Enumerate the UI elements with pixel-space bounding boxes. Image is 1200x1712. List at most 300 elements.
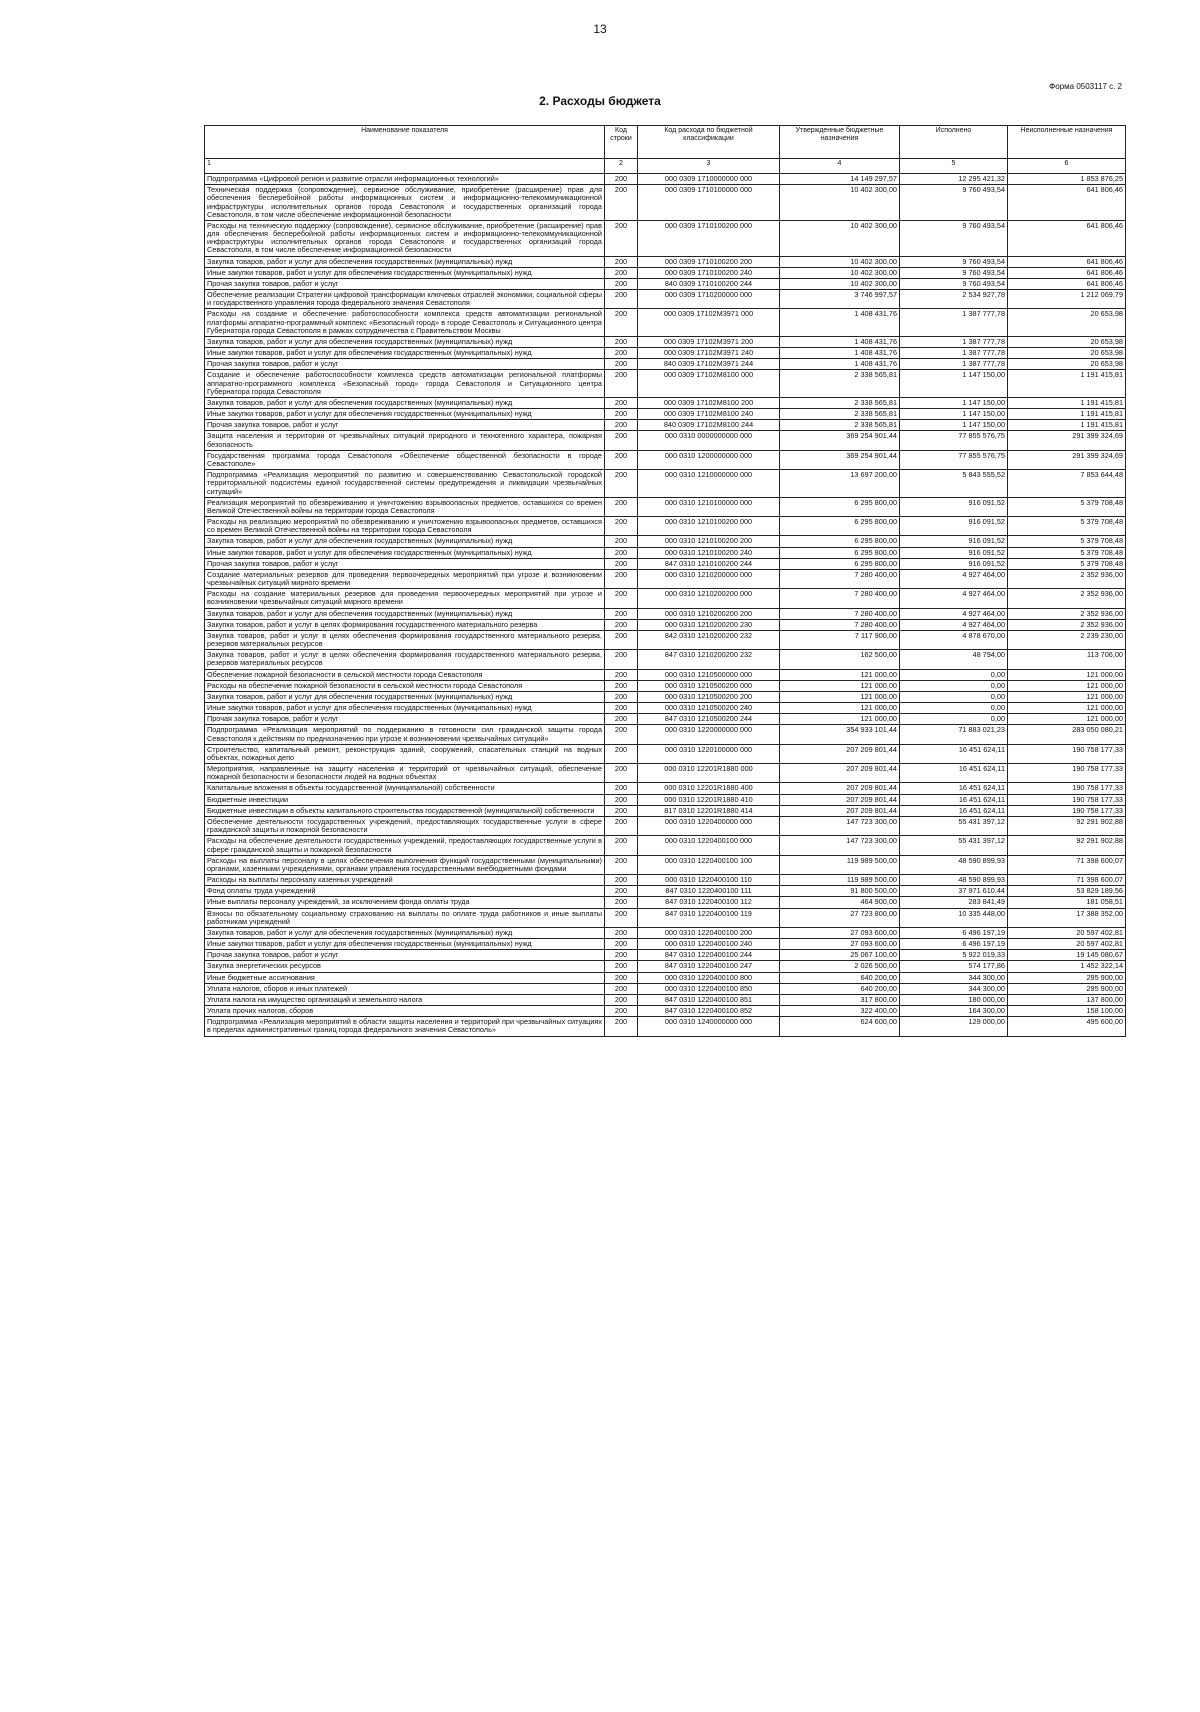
table-row bbox=[205, 558, 1126, 569]
indicator-name-cell: Закупка товаров, работ и услуг для обеспечения государственных (муниципальных) нужд bbox=[205, 536, 605, 547]
classification-code-cell: 847 0310 1210500200 244 bbox=[638, 714, 780, 725]
unexecuted-amount-cell: 1 191 415,81 bbox=[1008, 409, 1126, 420]
column-number: 3 bbox=[638, 159, 780, 174]
unexecuted-amount-cell: 5 379 708,48 bbox=[1008, 558, 1126, 569]
row-code-cell: 200 bbox=[605, 569, 638, 588]
classification-code-cell: 000 0310 1210100000 000 bbox=[638, 497, 780, 516]
executed-amount-cell: 180 000,00 bbox=[900, 994, 1008, 1005]
approved-amount-cell: 7 280 400,00 bbox=[780, 589, 900, 608]
row-code-cell: 200 bbox=[605, 278, 638, 289]
executed-amount-cell: 1 147 150,00 bbox=[900, 420, 1008, 431]
table-row bbox=[205, 220, 1126, 256]
unexecuted-amount-cell: 7 853 644,48 bbox=[1008, 470, 1126, 498]
indicator-name-cell: Иные закупки товаров, работ и услуг для обеспечения государственных (муниципальных) нужд bbox=[205, 267, 605, 278]
approved-amount-cell: 6 295 800,00 bbox=[780, 497, 900, 516]
indicator-name-cell: Закупка товаров, работ и услуг в целях формирования государственного материального резерва bbox=[205, 619, 605, 630]
indicator-name-cell: Государственная программа города Севастополя «Обеспечение общественной безопасности в городе Севастополе» bbox=[205, 450, 605, 469]
section-title: 2. Расходы бюджета bbox=[539, 94, 661, 108]
executed-amount-cell: 9 760 493,54 bbox=[900, 220, 1008, 256]
executed-amount-cell: 129 000,00 bbox=[900, 1017, 1008, 1036]
table-row bbox=[205, 691, 1126, 702]
unexecuted-amount-cell: 5 379 708,48 bbox=[1008, 517, 1126, 536]
executed-amount-cell: 55 431 397,12 bbox=[900, 836, 1008, 855]
table-row bbox=[205, 783, 1126, 794]
approved-amount-cell: 2 338 565,81 bbox=[780, 409, 900, 420]
executed-amount-cell: 9 760 493,54 bbox=[900, 256, 1008, 267]
table-row bbox=[205, 370, 1126, 398]
classification-code-cell: 842 0310 1210200200 232 bbox=[638, 630, 780, 649]
row-code-cell: 200 bbox=[605, 927, 638, 938]
approved-amount-cell: 27 093 600,00 bbox=[780, 939, 900, 950]
table-row bbox=[205, 409, 1126, 420]
table-body bbox=[205, 174, 1126, 1037]
approved-amount-cell: 369 254 901,44 bbox=[780, 431, 900, 450]
indicator-name-cell: Закупка товаров, работ и услуг для обеспечения государственных (муниципальных) нужд bbox=[205, 691, 605, 702]
executed-amount-cell: 4 878 670,00 bbox=[900, 630, 1008, 649]
indicator-name-cell: Закупка товаров, работ и услуг для обеспечения государственных (муниципальных) нужд bbox=[205, 256, 605, 267]
approved-amount-cell: 121 000,00 bbox=[780, 669, 900, 680]
indicator-name-cell: Техническая поддержка (сопровождение), сервисное обслуживание, приобретение (расширение) прав для обеспечения бесперебойной работы информационных систем и информационно-телекоммуникационной инфраструктуры исполнительных органов города Севастополя и государственных организаций города Севастополя, в том числе обеспечение информационной безопасности bbox=[205, 185, 605, 221]
executed-amount-cell: 1 387 777,78 bbox=[900, 348, 1008, 359]
executed-amount-cell: 5 922 019,33 bbox=[900, 950, 1008, 961]
table-row bbox=[205, 725, 1126, 744]
header-approved: Утвержденные бюджетные назначения bbox=[780, 126, 900, 159]
row-code-cell: 200 bbox=[605, 983, 638, 994]
indicator-name-cell: Расходы на создание и обеспечение работоспособности комплекса средств автоматизации региональной платформы аппаратно-программный комплекс «Безопасный город» в городе Севастополь и Ситуационного центра Губернатора города Севастополя в рамках сотрудничества с Правительством Москвы bbox=[205, 309, 605, 337]
approved-amount-cell: 1 408 431,76 bbox=[780, 348, 900, 359]
table-row bbox=[205, 908, 1126, 927]
executed-amount-cell: 344 300,00 bbox=[900, 983, 1008, 994]
indicator-name-cell: Обеспечение деятельности государственных учреждений, предоставляющих государственные услуги в сфере гражданской защиты и пожарной безопасности bbox=[205, 817, 605, 836]
classification-code-cell: 000 0309 1710000000 000 bbox=[638, 174, 780, 185]
approved-amount-cell: 13 697 200,00 bbox=[780, 470, 900, 498]
column-number: 2 bbox=[605, 159, 638, 174]
row-code-cell: 200 bbox=[605, 794, 638, 805]
executed-amount-cell: 344 300,00 bbox=[900, 972, 1008, 983]
executed-amount-cell: 12 295 421,32 bbox=[900, 174, 1008, 185]
row-code-cell: 200 bbox=[605, 619, 638, 630]
classification-code-cell: 000 0310 1210100200 240 bbox=[638, 547, 780, 558]
approved-amount-cell: 147 723 300,00 bbox=[780, 836, 900, 855]
approved-amount-cell: 10 402 300,00 bbox=[780, 220, 900, 256]
classification-code-cell: 847 0310 1220400100 247 bbox=[638, 961, 780, 972]
executed-amount-cell: 1 147 150,00 bbox=[900, 409, 1008, 420]
approved-amount-cell: 121 000,00 bbox=[780, 680, 900, 691]
approved-amount-cell: 2 026 500,00 bbox=[780, 961, 900, 972]
classification-code-cell: 840 0309 17102M8100 244 bbox=[638, 420, 780, 431]
indicator-name-cell: Расходы на обеспечение пожарной безопасности в сельской местности города Севастополя bbox=[205, 680, 605, 691]
indicator-name-cell: Прочая закупка товаров, работ и услуг bbox=[205, 714, 605, 725]
table-row bbox=[205, 817, 1126, 836]
row-code-cell: 200 bbox=[605, 185, 638, 221]
table-row bbox=[205, 569, 1126, 588]
row-code-cell: 200 bbox=[605, 517, 638, 536]
approved-amount-cell: 121 000,00 bbox=[780, 714, 900, 725]
unexecuted-amount-cell: 113 706,00 bbox=[1008, 650, 1126, 669]
unexecuted-amount-cell: 190 758 177,33 bbox=[1008, 805, 1126, 816]
classification-code-cell: 000 0309 1710100000 000 bbox=[638, 185, 780, 221]
table-row bbox=[205, 290, 1126, 309]
row-code-cell: 200 bbox=[605, 836, 638, 855]
indicator-name-cell: Защита населения и территории от чрезвычайных ситуаций природного и техногенного характера, пожарная безопасность bbox=[205, 431, 605, 450]
header-budget-classification: Код расхода по бюджетной классификации bbox=[638, 126, 780, 159]
indicator-name-cell: Подпрограмма «Реализация мероприятий в области защиты населения и территорий при чрезвычайных ситуациях в пределах административных границ города федерального значения Севастополь» bbox=[205, 1017, 605, 1036]
unexecuted-amount-cell: 190 758 177,33 bbox=[1008, 764, 1126, 783]
classification-code-cell: 000 0310 1210100200 000 bbox=[638, 517, 780, 536]
row-code-cell: 200 bbox=[605, 256, 638, 267]
indicator-name-cell: Мероприятия, направленные на защиту населения и территорий от чрезвычайных ситуаций, обеспечение пожарной безопасности и безопасности людей на водных объектах bbox=[205, 764, 605, 783]
executed-amount-cell: 9 760 493,54 bbox=[900, 185, 1008, 221]
indicator-name-cell: Иные закупки товаров, работ и услуг для обеспечения государственных (муниципальных) нужд bbox=[205, 547, 605, 558]
table-row bbox=[205, 1017, 1126, 1036]
executed-amount-cell: 0,00 bbox=[900, 680, 1008, 691]
classification-code-cell: 000 0310 12201R1880 410 bbox=[638, 794, 780, 805]
row-code-cell: 200 bbox=[605, 589, 638, 608]
row-code-cell: 200 bbox=[605, 1017, 638, 1036]
page-number: 13 bbox=[593, 22, 607, 36]
classification-code-cell: 847 0310 1220400100 112 bbox=[638, 897, 780, 908]
classification-code-cell: 000 0310 1210500200 200 bbox=[638, 691, 780, 702]
table-row bbox=[205, 547, 1126, 558]
approved-amount-cell: 369 254 901,44 bbox=[780, 450, 900, 469]
classification-code-cell: 000 0310 1220400100 100 bbox=[638, 855, 780, 874]
unexecuted-amount-cell: 20 597 402,81 bbox=[1008, 927, 1126, 938]
approved-amount-cell: 7 280 400,00 bbox=[780, 619, 900, 630]
classification-code-cell: 000 0310 1210100200 200 bbox=[638, 536, 780, 547]
indicator-name-cell: Прочая закупка товаров, работ и услуг bbox=[205, 278, 605, 289]
column-number: 6 bbox=[1008, 159, 1126, 174]
approved-amount-cell: 207 209 801,44 bbox=[780, 794, 900, 805]
row-code-cell: 200 bbox=[605, 950, 638, 961]
row-code-cell: 200 bbox=[605, 886, 638, 897]
row-code-cell: 200 bbox=[605, 547, 638, 558]
classification-code-cell: 000 0310 1220400100 800 bbox=[638, 972, 780, 983]
unexecuted-amount-cell: 5 379 708,48 bbox=[1008, 547, 1126, 558]
table-row bbox=[205, 608, 1126, 619]
executed-amount-cell: 4 927 464,00 bbox=[900, 619, 1008, 630]
form-code: Форма 0503117 с. 2 bbox=[1049, 82, 1122, 91]
classification-code-cell: 000 0309 17102M8100 000 bbox=[638, 370, 780, 398]
table-header-row bbox=[205, 126, 1126, 159]
executed-amount-cell: 1 147 150,00 bbox=[900, 370, 1008, 398]
table-row bbox=[205, 950, 1126, 961]
executed-amount-cell: 1 387 777,78 bbox=[900, 336, 1008, 347]
unexecuted-amount-cell: 92 291 902,88 bbox=[1008, 817, 1126, 836]
row-code-cell: 200 bbox=[605, 450, 638, 469]
row-code-cell: 200 bbox=[605, 348, 638, 359]
executed-amount-cell: 0,00 bbox=[900, 714, 1008, 725]
executed-amount-cell: 6 496 197,19 bbox=[900, 939, 1008, 950]
table-row bbox=[205, 744, 1126, 763]
approved-amount-cell: 2 338 565,81 bbox=[780, 420, 900, 431]
approved-amount-cell: 119 989 500,00 bbox=[780, 855, 900, 874]
unexecuted-amount-cell: 641 806,46 bbox=[1008, 278, 1126, 289]
approved-amount-cell: 1 408 431,76 bbox=[780, 309, 900, 337]
row-code-cell: 200 bbox=[605, 783, 638, 794]
classification-code-cell: 000 0309 17102M3971 240 bbox=[638, 348, 780, 359]
executed-amount-cell: 916 091,52 bbox=[900, 558, 1008, 569]
classification-code-cell: 000 0310 0000000000 000 bbox=[638, 431, 780, 450]
indicator-name-cell: Прочая закупка товаров, работ и услуг bbox=[205, 950, 605, 961]
indicator-name-cell: Расходы на реализацию мероприятий по обезвреживанию и уничтожению взрывоопасных предметов, оставшихся со времен Великой Отечественной войны на территории города Севастополя bbox=[205, 517, 605, 536]
classification-code-cell: 840 0309 1710100200 244 bbox=[638, 278, 780, 289]
indicator-name-cell: Подпрограмма «Реализация мероприятий по поддержанию в готовности сил гражданской защиты города Севастополя к действиям по предназначению при угрозе и возникновении чрезвычайных ситуаций» bbox=[205, 725, 605, 744]
table-row bbox=[205, 336, 1126, 347]
unexecuted-amount-cell: 1 452 322,14 bbox=[1008, 961, 1126, 972]
row-code-cell: 200 bbox=[605, 939, 638, 950]
table-row bbox=[205, 983, 1126, 994]
unexecuted-amount-cell: 20 597 402,81 bbox=[1008, 939, 1126, 950]
unexecuted-amount-cell: 291 399 324,69 bbox=[1008, 431, 1126, 450]
classification-code-cell: 847 0310 1220400100 852 bbox=[638, 1006, 780, 1017]
executed-amount-cell: 55 431 397,12 bbox=[900, 817, 1008, 836]
unexecuted-amount-cell: 2 239 230,00 bbox=[1008, 630, 1126, 649]
classification-code-cell: 000 0309 1710200000 000 bbox=[638, 290, 780, 309]
indicator-name-cell: Закупка товаров, работ и услуг для обеспечения государственных (муниципальных) нужд bbox=[205, 608, 605, 619]
indicator-name-cell: Закупка товаров, работ и услуг для обеспечения государственных (муниципальных) нужд bbox=[205, 927, 605, 938]
classification-code-cell: 000 0310 1210500200 000 bbox=[638, 680, 780, 691]
approved-amount-cell: 7 280 400,00 bbox=[780, 608, 900, 619]
executed-amount-cell: 6 496 197,19 bbox=[900, 927, 1008, 938]
table-row bbox=[205, 794, 1126, 805]
approved-amount-cell: 91 800 500,00 bbox=[780, 886, 900, 897]
approved-amount-cell: 1 408 431,76 bbox=[780, 336, 900, 347]
row-code-cell: 200 bbox=[605, 290, 638, 309]
classification-code-cell: 000 0310 1220400100 110 bbox=[638, 875, 780, 886]
unexecuted-amount-cell: 495 600,00 bbox=[1008, 1017, 1126, 1036]
unexecuted-amount-cell: 190 758 177,33 bbox=[1008, 794, 1126, 805]
approved-amount-cell: 10 402 300,00 bbox=[780, 256, 900, 267]
table-row bbox=[205, 669, 1126, 680]
table-row bbox=[205, 855, 1126, 874]
column-number: 5 bbox=[900, 159, 1008, 174]
indicator-name-cell: Подпрограмма «Цифровой регион и развитие отрасли информационных технологий» bbox=[205, 174, 605, 185]
table-row bbox=[205, 886, 1126, 897]
approved-amount-cell: 7 117 900,00 bbox=[780, 630, 900, 649]
approved-amount-cell: 3 746 997,57 bbox=[780, 290, 900, 309]
indicator-name-cell: Создание материальных резервов для проведения первоочередных мероприятий при угрозе и возникновении чрезвычайных ситуаций мирного времени bbox=[205, 569, 605, 588]
row-code-cell: 200 bbox=[605, 431, 638, 450]
table-row bbox=[205, 703, 1126, 714]
row-code-cell: 200 bbox=[605, 897, 638, 908]
table-row bbox=[205, 431, 1126, 450]
unexecuted-amount-cell: 641 806,46 bbox=[1008, 185, 1126, 221]
approved-amount-cell: 121 000,00 bbox=[780, 691, 900, 702]
table-row bbox=[205, 256, 1126, 267]
approved-amount-cell: 25 067 100,00 bbox=[780, 950, 900, 961]
row-code-cell: 200 bbox=[605, 397, 638, 408]
table-row bbox=[205, 714, 1126, 725]
executed-amount-cell: 916 091,52 bbox=[900, 497, 1008, 516]
approved-amount-cell: 119 989 500,00 bbox=[780, 875, 900, 886]
classification-code-cell: 847 0310 1210200200 232 bbox=[638, 650, 780, 669]
approved-amount-cell: 10 402 300,00 bbox=[780, 278, 900, 289]
unexecuted-amount-cell: 641 806,46 bbox=[1008, 267, 1126, 278]
unexecuted-amount-cell: 291 399 324,69 bbox=[1008, 450, 1126, 469]
table-row bbox=[205, 497, 1126, 516]
indicator-name-cell: Прочая закупка товаров, работ и услуг bbox=[205, 359, 605, 370]
approved-amount-cell: 27 723 800,00 bbox=[780, 908, 900, 927]
indicator-name-cell: Иные закупки товаров, работ и услуг для обеспечения государственных (муниципальных) нужд bbox=[205, 348, 605, 359]
indicator-name-cell: Закупка товаров, работ и услуг для обеспечения государственных (муниципальных) нужд bbox=[205, 397, 605, 408]
classification-code-cell: 000 0310 1210500000 000 bbox=[638, 669, 780, 680]
row-code-cell: 200 bbox=[605, 875, 638, 886]
row-code-cell: 200 bbox=[605, 908, 638, 927]
classification-code-cell: 000 0310 1220400100 200 bbox=[638, 927, 780, 938]
row-code-cell: 200 bbox=[605, 961, 638, 972]
indicator-name-cell: Прочая закупка товаров, работ и услуг bbox=[205, 420, 605, 431]
executed-amount-cell: 0,00 bbox=[900, 703, 1008, 714]
executed-amount-cell: 0,00 bbox=[900, 669, 1008, 680]
unexecuted-amount-cell: 5 379 708,48 bbox=[1008, 497, 1126, 516]
indicator-name-cell: Взносы по обязательному социальному страхованию на выплаты по оплате труда работников и иные выплаты работникам учреждений bbox=[205, 908, 605, 927]
executed-amount-cell: 48 794,00 bbox=[900, 650, 1008, 669]
table-row bbox=[205, 278, 1126, 289]
unexecuted-amount-cell: 158 100,00 bbox=[1008, 1006, 1126, 1017]
unexecuted-amount-cell: 295 900,00 bbox=[1008, 972, 1126, 983]
classification-code-cell: 000 0310 1220400100 850 bbox=[638, 983, 780, 994]
unexecuted-amount-cell: 121 000,00 bbox=[1008, 680, 1126, 691]
executed-amount-cell: 916 091,52 bbox=[900, 536, 1008, 547]
approved-amount-cell: 6 295 800,00 bbox=[780, 547, 900, 558]
classification-code-cell: 000 0310 1210200200 000 bbox=[638, 589, 780, 608]
row-code-cell: 200 bbox=[605, 420, 638, 431]
unexecuted-amount-cell: 641 806,46 bbox=[1008, 256, 1126, 267]
unexecuted-amount-cell: 2 352 936,00 bbox=[1008, 569, 1126, 588]
indicator-name-cell: Уплата налогов, сборов и иных платежей bbox=[205, 983, 605, 994]
indicator-name-cell: Уплата прочих налогов, сборов bbox=[205, 1006, 605, 1017]
executed-amount-cell: 16 451 624,11 bbox=[900, 744, 1008, 763]
executed-amount-cell: 4 927 464,00 bbox=[900, 569, 1008, 588]
row-code-cell: 200 bbox=[605, 725, 638, 744]
indicator-name-cell: Уплата налога на имущество организаций и земельного налога bbox=[205, 994, 605, 1005]
indicator-name-cell: Иные закупки товаров, работ и услуг для обеспечения государственных (муниципальных) нужд bbox=[205, 703, 605, 714]
header-row-code: Код строки bbox=[605, 126, 638, 159]
budget-expenses-table bbox=[204, 125, 1126, 1037]
unexecuted-amount-cell: 1 191 415,81 bbox=[1008, 420, 1126, 431]
executed-amount-cell: 9 760 493,54 bbox=[900, 267, 1008, 278]
unexecuted-amount-cell: 1 212 069,79 bbox=[1008, 290, 1126, 309]
table-row bbox=[205, 1006, 1126, 1017]
executed-amount-cell: 16 451 624,11 bbox=[900, 805, 1008, 816]
executed-amount-cell: 574 177,86 bbox=[900, 961, 1008, 972]
executed-amount-cell: 916 091,52 bbox=[900, 547, 1008, 558]
row-code-cell: 200 bbox=[605, 994, 638, 1005]
header-indicator-name: Наименование показателя bbox=[205, 126, 605, 159]
indicator-name-cell: Бюджетные инвестиции в объекты капитального строительства государственной (муниципальной) собственности bbox=[205, 805, 605, 816]
table-row bbox=[205, 309, 1126, 337]
classification-code-cell: 000 0310 12201R1880 000 bbox=[638, 764, 780, 783]
unexecuted-amount-cell: 295 900,00 bbox=[1008, 983, 1126, 994]
approved-amount-cell: 27 093 600,00 bbox=[780, 927, 900, 938]
row-code-cell: 200 bbox=[605, 336, 638, 347]
classification-code-cell: 000 0309 17102M8100 200 bbox=[638, 397, 780, 408]
indicator-name-cell: Закупка товаров, работ и услуг в целях обеспечения формирования государственного материального резерва, резервов материальных ресурсов bbox=[205, 650, 605, 669]
executed-amount-cell: 1 387 777,78 bbox=[900, 359, 1008, 370]
row-code-cell: 200 bbox=[605, 744, 638, 763]
executed-amount-cell: 77 855 576,75 bbox=[900, 450, 1008, 469]
row-code-cell: 200 bbox=[605, 703, 638, 714]
approved-amount-cell: 6 295 800,00 bbox=[780, 517, 900, 536]
approved-amount-cell: 14 149 297,57 bbox=[780, 174, 900, 185]
classification-code-cell: 000 0310 1210200200 230 bbox=[638, 619, 780, 630]
table-row bbox=[205, 420, 1126, 431]
classification-code-cell: 000 0310 1210500200 240 bbox=[638, 703, 780, 714]
classification-code-cell: 000 0309 17102M8100 240 bbox=[638, 409, 780, 420]
classification-code-cell: 847 0310 1220400100 244 bbox=[638, 950, 780, 961]
indicator-name-cell: Бюджетные инвестиции bbox=[205, 794, 605, 805]
row-code-cell: 200 bbox=[605, 650, 638, 669]
approved-amount-cell: 2 338 565,81 bbox=[780, 370, 900, 398]
executed-amount-cell: 4 927 464,00 bbox=[900, 589, 1008, 608]
table-row bbox=[205, 805, 1126, 816]
indicator-name-cell: Расходы на выплаты персоналу казенных учреждений bbox=[205, 875, 605, 886]
unexecuted-amount-cell: 17 388 352,00 bbox=[1008, 908, 1126, 927]
indicator-name-cell: Расходы на обеспечение деятельности государственных учреждений, предоставляющих государственные услуги в сфере гражданской защиты и пожарной безопасности bbox=[205, 836, 605, 855]
executed-amount-cell: 1 387 777,78 bbox=[900, 309, 1008, 337]
table-row bbox=[205, 589, 1126, 608]
table-row bbox=[205, 972, 1126, 983]
row-code-cell: 200 bbox=[605, 805, 638, 816]
indicator-name-cell: Иные бюджетные ассигнования bbox=[205, 972, 605, 983]
table-row bbox=[205, 680, 1126, 691]
column-number: 1 bbox=[205, 159, 605, 174]
unexecuted-amount-cell: 19 145 080,67 bbox=[1008, 950, 1126, 961]
table-row bbox=[205, 185, 1126, 221]
table-row bbox=[205, 267, 1126, 278]
unexecuted-amount-cell: 71 398 600,07 bbox=[1008, 875, 1126, 886]
approved-amount-cell: 207 209 801,44 bbox=[780, 764, 900, 783]
table-row bbox=[205, 927, 1126, 938]
indicator-name-cell: Иные выплаты персоналу учреждений, за исключением фонда оплаты труда bbox=[205, 897, 605, 908]
executed-amount-cell: 164 300,00 bbox=[900, 1006, 1008, 1017]
indicator-name-cell: Создание и обеспечение работоспособности комплекса средств автоматизации региональной платформы аппаратно-программного комплекса «Безопасный город» города Севастополя и Ситуационного центра Губернатора города Севастополя bbox=[205, 370, 605, 398]
executed-amount-cell: 16 451 624,11 bbox=[900, 783, 1008, 794]
row-code-cell: 200 bbox=[605, 972, 638, 983]
row-code-cell: 200 bbox=[605, 764, 638, 783]
indicator-name-cell: Закупка товаров, работ и услуг в целях обеспечения формирования государственного материального резерва, резервов материальных ресурсов bbox=[205, 630, 605, 649]
approved-amount-cell: 2 338 565,81 bbox=[780, 397, 900, 408]
classification-code-cell: 000 0310 1220100000 000 bbox=[638, 744, 780, 763]
classification-code-cell: 000 0310 1210000000 000 bbox=[638, 470, 780, 498]
table-row bbox=[205, 517, 1126, 536]
approved-amount-cell: 207 209 801,44 bbox=[780, 783, 900, 794]
row-code-cell: 200 bbox=[605, 220, 638, 256]
executed-amount-cell: 283 841,49 bbox=[900, 897, 1008, 908]
executed-amount-cell: 10 335 448,00 bbox=[900, 908, 1008, 927]
row-code-cell: 200 bbox=[605, 370, 638, 398]
row-code-cell: 200 bbox=[605, 174, 638, 185]
executed-amount-cell: 48 590 899,93 bbox=[900, 875, 1008, 886]
classification-code-cell: 000 0310 1220400100 000 bbox=[638, 836, 780, 855]
classification-code-cell: 000 0310 1200000000 000 bbox=[638, 450, 780, 469]
classification-code-cell: 000 0309 1710100200 200 bbox=[638, 256, 780, 267]
header-unexecuted: Неисполненные назначения bbox=[1008, 126, 1126, 159]
row-code-cell: 200 bbox=[605, 536, 638, 547]
approved-amount-cell: 354 933 101,44 bbox=[780, 725, 900, 744]
indicator-name-cell: Обеспечение реализации Стратегии цифровой трансформации ключевых отраслей экономики, социальной сферы и государственного управления города федерального значения Севастополя bbox=[205, 290, 605, 309]
executed-amount-cell: 16 451 624,11 bbox=[900, 764, 1008, 783]
executed-amount-cell: 4 927 464,00 bbox=[900, 608, 1008, 619]
unexecuted-amount-cell: 2 352 936,00 bbox=[1008, 589, 1126, 608]
classification-code-cell: 000 0310 1220400000 000 bbox=[638, 817, 780, 836]
unexecuted-amount-cell: 92 291 902,88 bbox=[1008, 836, 1126, 855]
approved-amount-cell: 162 500,00 bbox=[780, 650, 900, 669]
approved-amount-cell: 10 402 300,00 bbox=[780, 267, 900, 278]
unexecuted-amount-cell: 1 853 876,25 bbox=[1008, 174, 1126, 185]
executed-amount-cell: 9 760 493,54 bbox=[900, 278, 1008, 289]
classification-code-cell: 817 0310 12201R1880 414 bbox=[638, 805, 780, 816]
